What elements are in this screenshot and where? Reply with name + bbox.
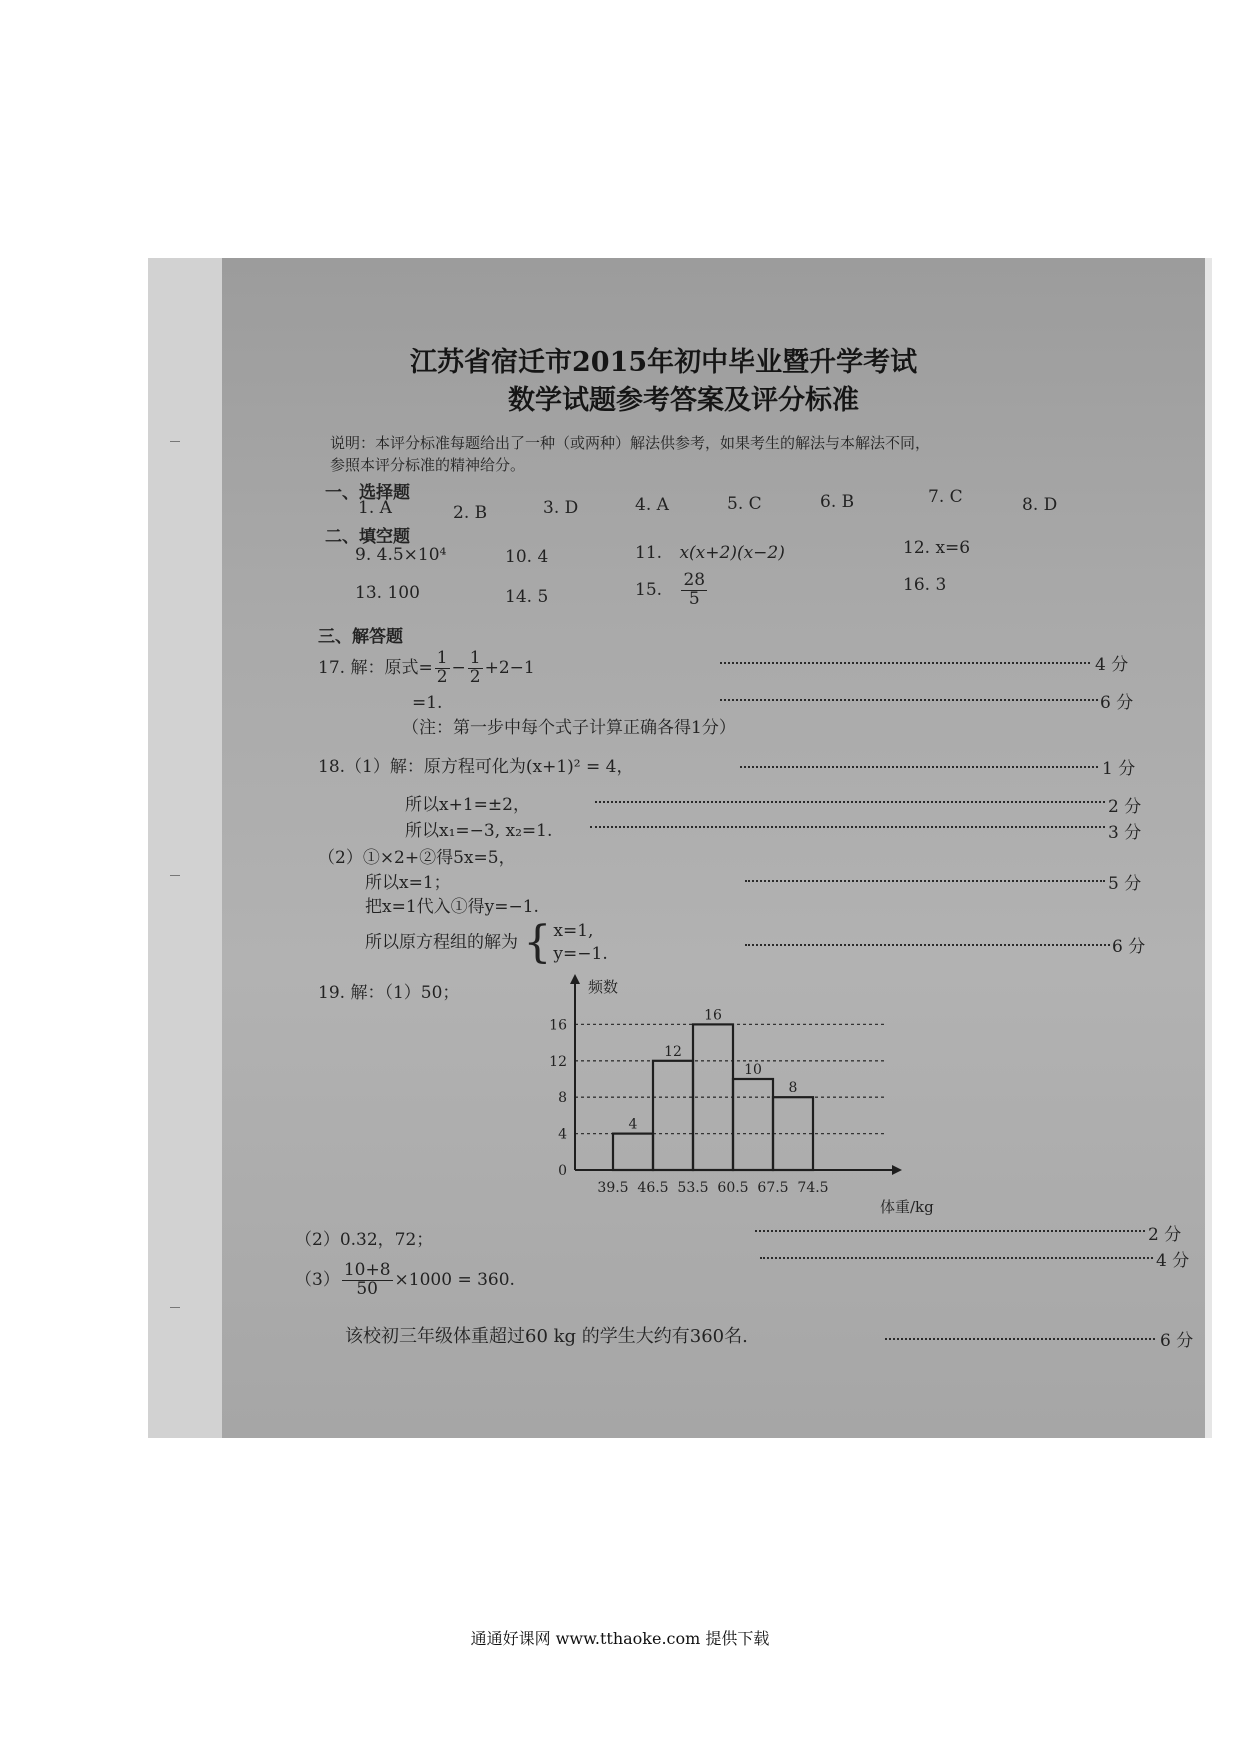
choice-answer: 3. D [543,498,579,518]
score-label: 6 分 [1112,937,1146,957]
choice-answer: 2. B [453,503,488,523]
x-tick-label: 60.5 [717,1180,749,1196]
score-leader-dots [720,699,1098,701]
histogram-bar [613,1134,653,1170]
choice-answer: 1. A [358,498,392,518]
x-tick-label: 67.5 [757,1180,789,1196]
q19-line-3 [295,1262,515,1299]
note-line-2: 参照本评分标准的精神给分。 [330,456,526,474]
margin-mark [170,875,180,876]
section-solve-heading: 三、解答题 [318,627,403,647]
fill-number-11: 11. [635,543,663,563]
q18-system-prefix: 所以原方程组的解为 [365,932,518,953]
score-label: 6 分 [1100,693,1134,713]
x-axis-arrow [892,1165,902,1175]
score-leader-dots [740,766,1098,768]
left-brace: { [523,916,552,968]
fraction-numerator: 1 [469,648,481,668]
bar-value-label: 10 [744,1062,762,1078]
fill-number-15: 15. [635,579,663,600]
score-leader-dots [760,1257,1153,1259]
fraction-denominator: 2 [469,666,481,687]
fraction [435,650,450,687]
section-choice-heading: 一、选择题 [325,483,410,503]
q17-prefix: 17. 解：原式= [318,657,433,678]
choice-answer: 5. C [727,494,762,514]
system-line-2: y=−1. [553,943,608,964]
score-label: 1 分 [1102,759,1136,779]
fraction-numerator: 10+8 [343,1260,391,1280]
equation-system [523,916,608,968]
fraction [468,650,483,687]
q18-line-4: （2）①×2+②得5x=5， [318,848,516,868]
score-label: 6 分 [1160,1331,1194,1351]
x-tick-label: 39.5 [597,1180,629,1196]
score-leader-dots [745,944,1110,946]
fraction-denominator: 5 [688,588,700,609]
q18-line-5: 所以x=1； [365,873,451,893]
q18-line-3: 所以x₁=−3, x₂=1. [405,821,553,841]
q17-line-2: =1. [412,693,443,713]
y-tick-label: 8 [558,1090,567,1107]
fill-answer-15 [635,572,709,609]
score-label: 4 分 [1156,1251,1190,1271]
score-label: 2 分 [1148,1225,1182,1245]
q17-rest: +2−1 [484,657,535,678]
fill-answer-10: 10. 4 [505,547,549,567]
choice-answer: 8. D [1022,495,1058,515]
q17-line-1 [318,650,535,687]
y-axis-label: 频数 [588,978,619,996]
y-tick-label: 12 [549,1053,567,1070]
histogram-bar [733,1079,773,1170]
score-leader-dots [745,880,1105,882]
x-tick-label: 46.5 [637,1180,669,1196]
q18-line-2: 所以x+1=±2， [405,795,530,815]
q18-line-6: 把x=1代入①得y=−1. [365,897,539,917]
q18-line-1: 18.（1）解：原方程可化为(x+1)² = 4， [318,757,634,777]
paper-edge [1205,258,1212,1438]
x-tick-label: 53.5 [677,1180,709,1196]
fraction-denominator: 2 [436,666,448,687]
y-tick-label: 0 [558,1163,567,1179]
choice-answer: 6. B [820,492,855,512]
footer-source: 通通好课网 www.tthaoke.com 提供下载 [470,1629,770,1648]
q19-part3-prefix: （3） [295,1269,340,1290]
q19-line-4: 该校初三年级体重超过60 kg 的学生大约有360名. [345,1326,748,1347]
x-axis-label: 体重/kg [880,1198,934,1215]
x-tick-label: 74.5 [797,1180,829,1196]
bar-value-label: 4 [628,1116,638,1133]
score-leader-dots [595,801,1105,803]
margin-mark [170,441,180,442]
score-label: 2 分 [1108,797,1142,817]
score-leader-dots [590,826,1105,828]
fraction-numerator: 1 [436,648,448,668]
y-tick-label: 16 [549,1017,567,1034]
bar-value-label: 16 [704,1007,722,1024]
fill-answer-14: 14. 5 [505,587,549,607]
q17-note: （注：第一步中每个式子计算正确各得1分） [402,718,736,738]
frequency-histogram [540,970,940,1215]
fraction-denominator: 50 [356,1278,378,1299]
note-line-1: 说明：本评分标准每题给出了一种（或两种）解法供参考，如果考生的解法与本解法不同， [330,434,931,452]
y-axis-arrow [570,974,580,984]
fraction-numerator: 28 [683,570,706,590]
q19-line-2: （2）0.32，72； [295,1230,434,1250]
fraction [681,572,707,609]
score-leader-dots [720,662,1090,664]
score-label: 4 分 [1095,655,1129,675]
margin-mark [170,1307,180,1308]
score-leader-dots [755,1230,1145,1232]
fill-answer-13: 13. 100 [355,583,420,603]
histogram-bar [653,1061,693,1170]
fill-answer-11 [635,543,785,563]
fill-answer-9: 9. 4.5×10⁴ [355,545,447,565]
bar-value-label: 8 [788,1080,798,1097]
section-fill-heading: 二、填空题 [325,527,410,547]
title-line-2: 数学试题参考答案及评分标准 [508,385,859,416]
choice-answer: 4. A [635,495,669,515]
score-leader-dots [885,1338,1155,1340]
fraction [342,1262,393,1299]
system-line-1: x=1, [553,921,594,941]
score-label: 3 分 [1108,823,1142,843]
fill-answer-12: 12. x=6 [903,538,971,558]
title-line-1: 江苏省宿迁市2015年初中毕业暨升学考试 [410,347,918,378]
score-label: 5 分 [1108,874,1142,894]
q18-line-7 [365,916,608,968]
q19-part3-rest: ×1000 = 360. [394,1269,515,1290]
minus-sign: − [451,657,466,678]
y-tick-label: 4 [558,1126,567,1143]
fill-answer-16: 16. 3 [903,575,947,595]
bar-value-label: 12 [664,1043,682,1060]
choice-answer: 7. C [928,487,963,507]
fill-expression-11: x(x+2)(x−2) [679,543,785,563]
q19-line-1: 19. 解：（1）50； [318,983,460,1003]
